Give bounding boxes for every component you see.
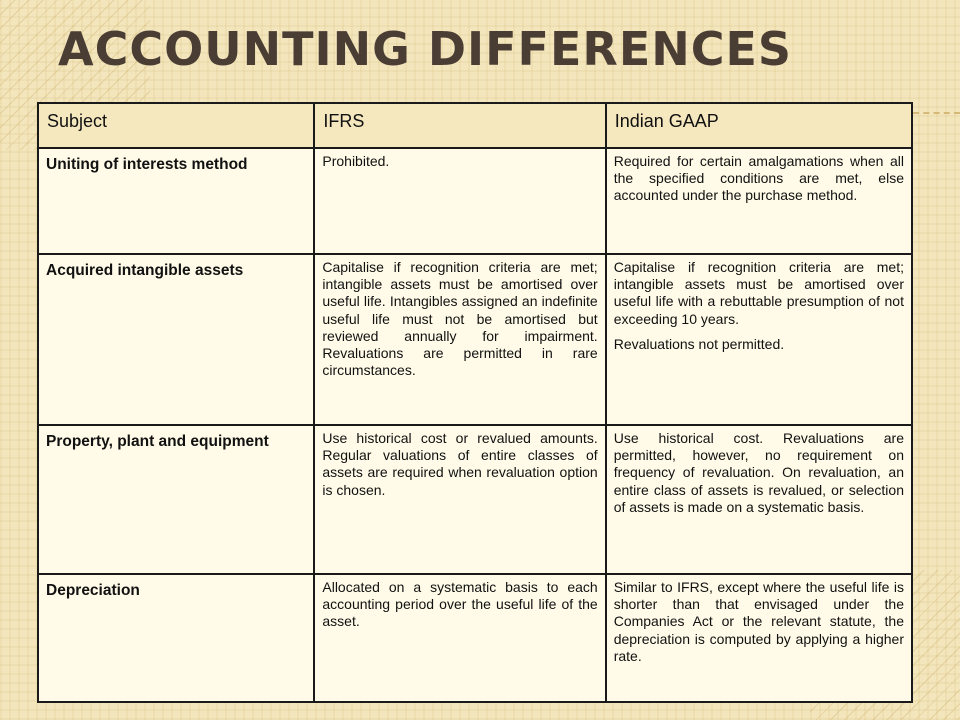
table-row: [38, 574, 912, 702]
indian-gaap-cell: [606, 574, 912, 702]
ifrs-cell: [314, 574, 605, 702]
comparison-table: [37, 102, 913, 703]
header-indian-gaap: Indian GAAP: [606, 103, 912, 148]
row-subject: Uniting of interests method: [38, 148, 314, 254]
row-subject: Depreciation: [38, 574, 314, 702]
header-subject: Subject: [38, 103, 314, 148]
cell-text: Use historical cost or revalued amounts. Regular valuations of entire classes of assets are required when revaluation option is chosen.: [322, 430, 598, 498]
cell-text: Revaluations not permitted.: [613, 335, 785, 352]
indian-gaap-cell: [606, 148, 912, 254]
cell-text: Similar to IFRS, except where the useful life is shorter than that envisaged under the Companies Act or the relevant statute, the depreciation is computed by applying a higher rate.: [613, 579, 904, 664]
table-row: [38, 148, 912, 254]
cell-text: Prohibited.: [322, 153, 390, 169]
row-subject: Property, plant and equipment: [38, 425, 314, 574]
cell-text: Capitalise if recognition criteria are met; intangible assets must be amortised over useful life. Intangibles assigned an indefinite useful life must not be amortised but reviewed annually for impairment. Revaluations are permitted in rare circumstances.: [322, 259, 598, 379]
row-subject: Acquired intangible assets: [38, 254, 314, 425]
cell-text: Capitalise if recognition criteria are met; intangible assets must be amortised over useful life with a rebuttable presumption of not exceeding 10 years.: [613, 259, 904, 327]
table-row: [38, 425, 912, 574]
indian-gaap-cell: [606, 254, 912, 425]
indian-gaap-cell: [606, 425, 912, 574]
table-header-row: [38, 103, 912, 148]
table-row: [38, 254, 912, 425]
cell-text: Required for certain amalgamations when all the specified conditions are met, else accounted under the purchase method.: [613, 153, 904, 204]
header-ifrs: IFRS: [314, 103, 605, 148]
ifrs-cell: [314, 425, 605, 574]
cell-text: Use historical cost. Revaluations are permitted, however, no requirement on frequency of revaluation. On revaluation, an entire class of assets is revalued, or selection of assets is made on a systematic basis.: [613, 430, 904, 515]
slide-title: ACCOUNTING DIFFERENCES: [58, 22, 793, 76]
ifrs-cell: [314, 148, 605, 254]
cell-text: Allocated on a systematic basis to each accounting period over the useful life of the asset.: [322, 579, 598, 630]
ifrs-cell: [314, 254, 605, 425]
